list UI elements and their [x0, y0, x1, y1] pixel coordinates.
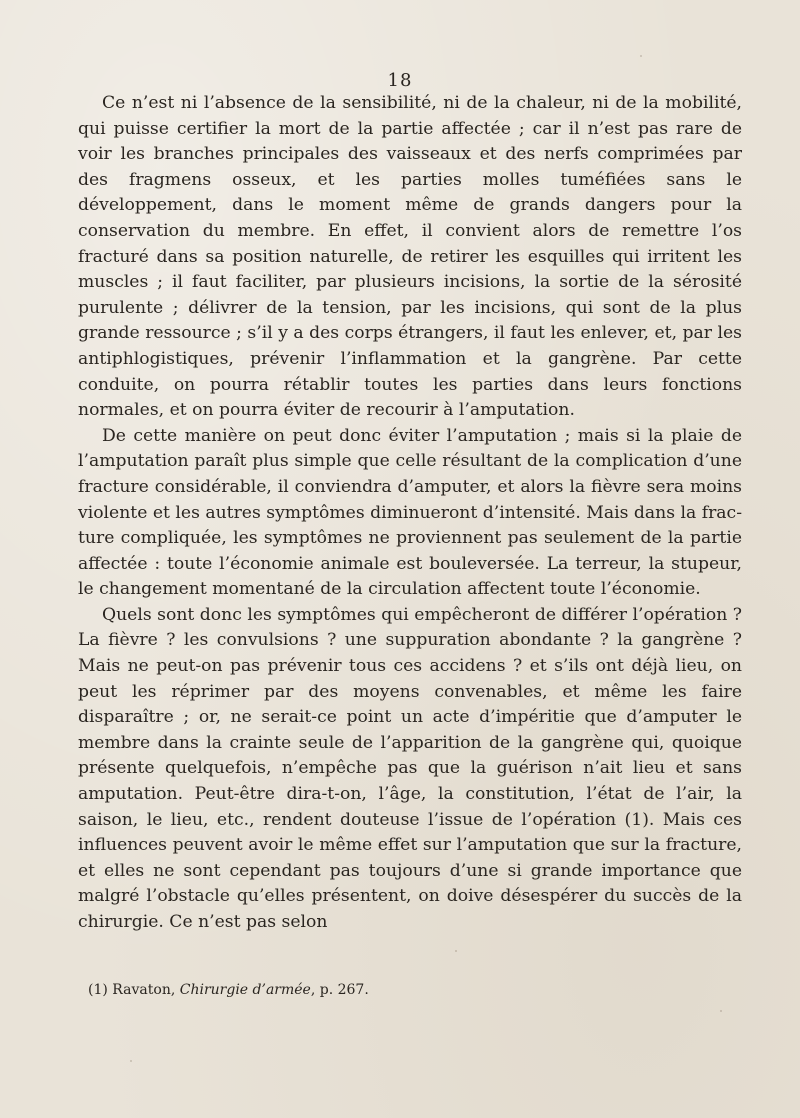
footnote-author: Ravaton, — [112, 982, 176, 998]
paragraph-3: Quels sont donc les symptômes qui empêcheront de différer l’opération ? La fièvre ? les convulsions ? une suppuration abondante ? la gangrène ? Mais ne peut-on pas prévenir tous ces accidens ? et s’ils ont déjà lieu, on peut les réprimer par des moyens convenables, et même les faire disparaître ; or, ne serait-ce point un acte d’impéritie que d’amputer le membre dans la crainte seule de l’apparition de la gangrène qui, quoique présente quelquefois, n’empêche pas que la guérison n’ait lieu et sans amputation. Peut-être dira-t-on, l’âge, la constitution, l’état de l’air, la saison, le lieu, etc., rendent douteuse l’issue de l’opération (1). Mais ces influences peuvent avoir le même effet sur l’amputation que sur la fracture, et elles ne sont cependant pas toujours d’une si grande importance que malgré l’obstacle qu’elles présentent, on doive désespérer du succès de la chirurgie. Ce n’est pas selon — [78, 604, 742, 932]
footnote — [88, 980, 369, 1000]
paper-speck — [640, 55, 642, 57]
paper-speck — [720, 1010, 722, 1012]
page-number: 18 — [387, 70, 413, 91]
body-text — [78, 91, 742, 936]
footnote-page-ref: , p. 267. — [310, 982, 369, 998]
paper-speck — [130, 1060, 132, 1062]
paragraph-1: Ce n’est ni l’absence de la sensibilité, ni de la chaleur, ni de la mobilité, qui puisse certifier la mort de la partie affectée ; car il n’est pas rare de voir les branches principales des vaisseaux et des nerfs comprimées par des fragmens osseux, et les parties molles tuméfiées sans le développement, dans le moment même de grands dangers pour la conservation du membre. En effet, il convient alors de remettre l’os fracturé dans sa position naturelle, de retirer les esquilles qui irritent les muscles ; il faut faciliter, par plusieurs incisions, la sortie de la sérosité purulente ; délivrer de la tension, par les incisions, qui sont de la plus grande ressource ; s’il y a des corps étrangers, il faut les enlever, et, par les antiphlogistiques, prévenir l’inflammation et la gangrène. Par cette conduite, on pourra rétablir toutes les parties dans leurs fonctions normales, et on pourra éviter de recourir à l’amputation. — [78, 93, 742, 421]
paper-speck — [455, 950, 457, 952]
footnote-marker: (1) — [88, 982, 108, 998]
footnote-work: Chirurgie d’armée — [179, 982, 311, 998]
paragraph-2: De cette manière on peut donc éviter l’amputation ; mais si la plaie de l’amputation paraît plus simple que celle résultant de la complication d’une fracture considérable, il conviendra d’amputer, et alors la fièvre sera moins violente et les autres symptômes diminueront d’intensité. Mais dans la fracture compliquée, les symptômes ne proviennent pas seulement de la partie affectée : toute l’économie animale est bouleversée. La terreur, la stupeur, le changement momentané de la circulation affectent toute l’économie. — [78, 425, 742, 600]
